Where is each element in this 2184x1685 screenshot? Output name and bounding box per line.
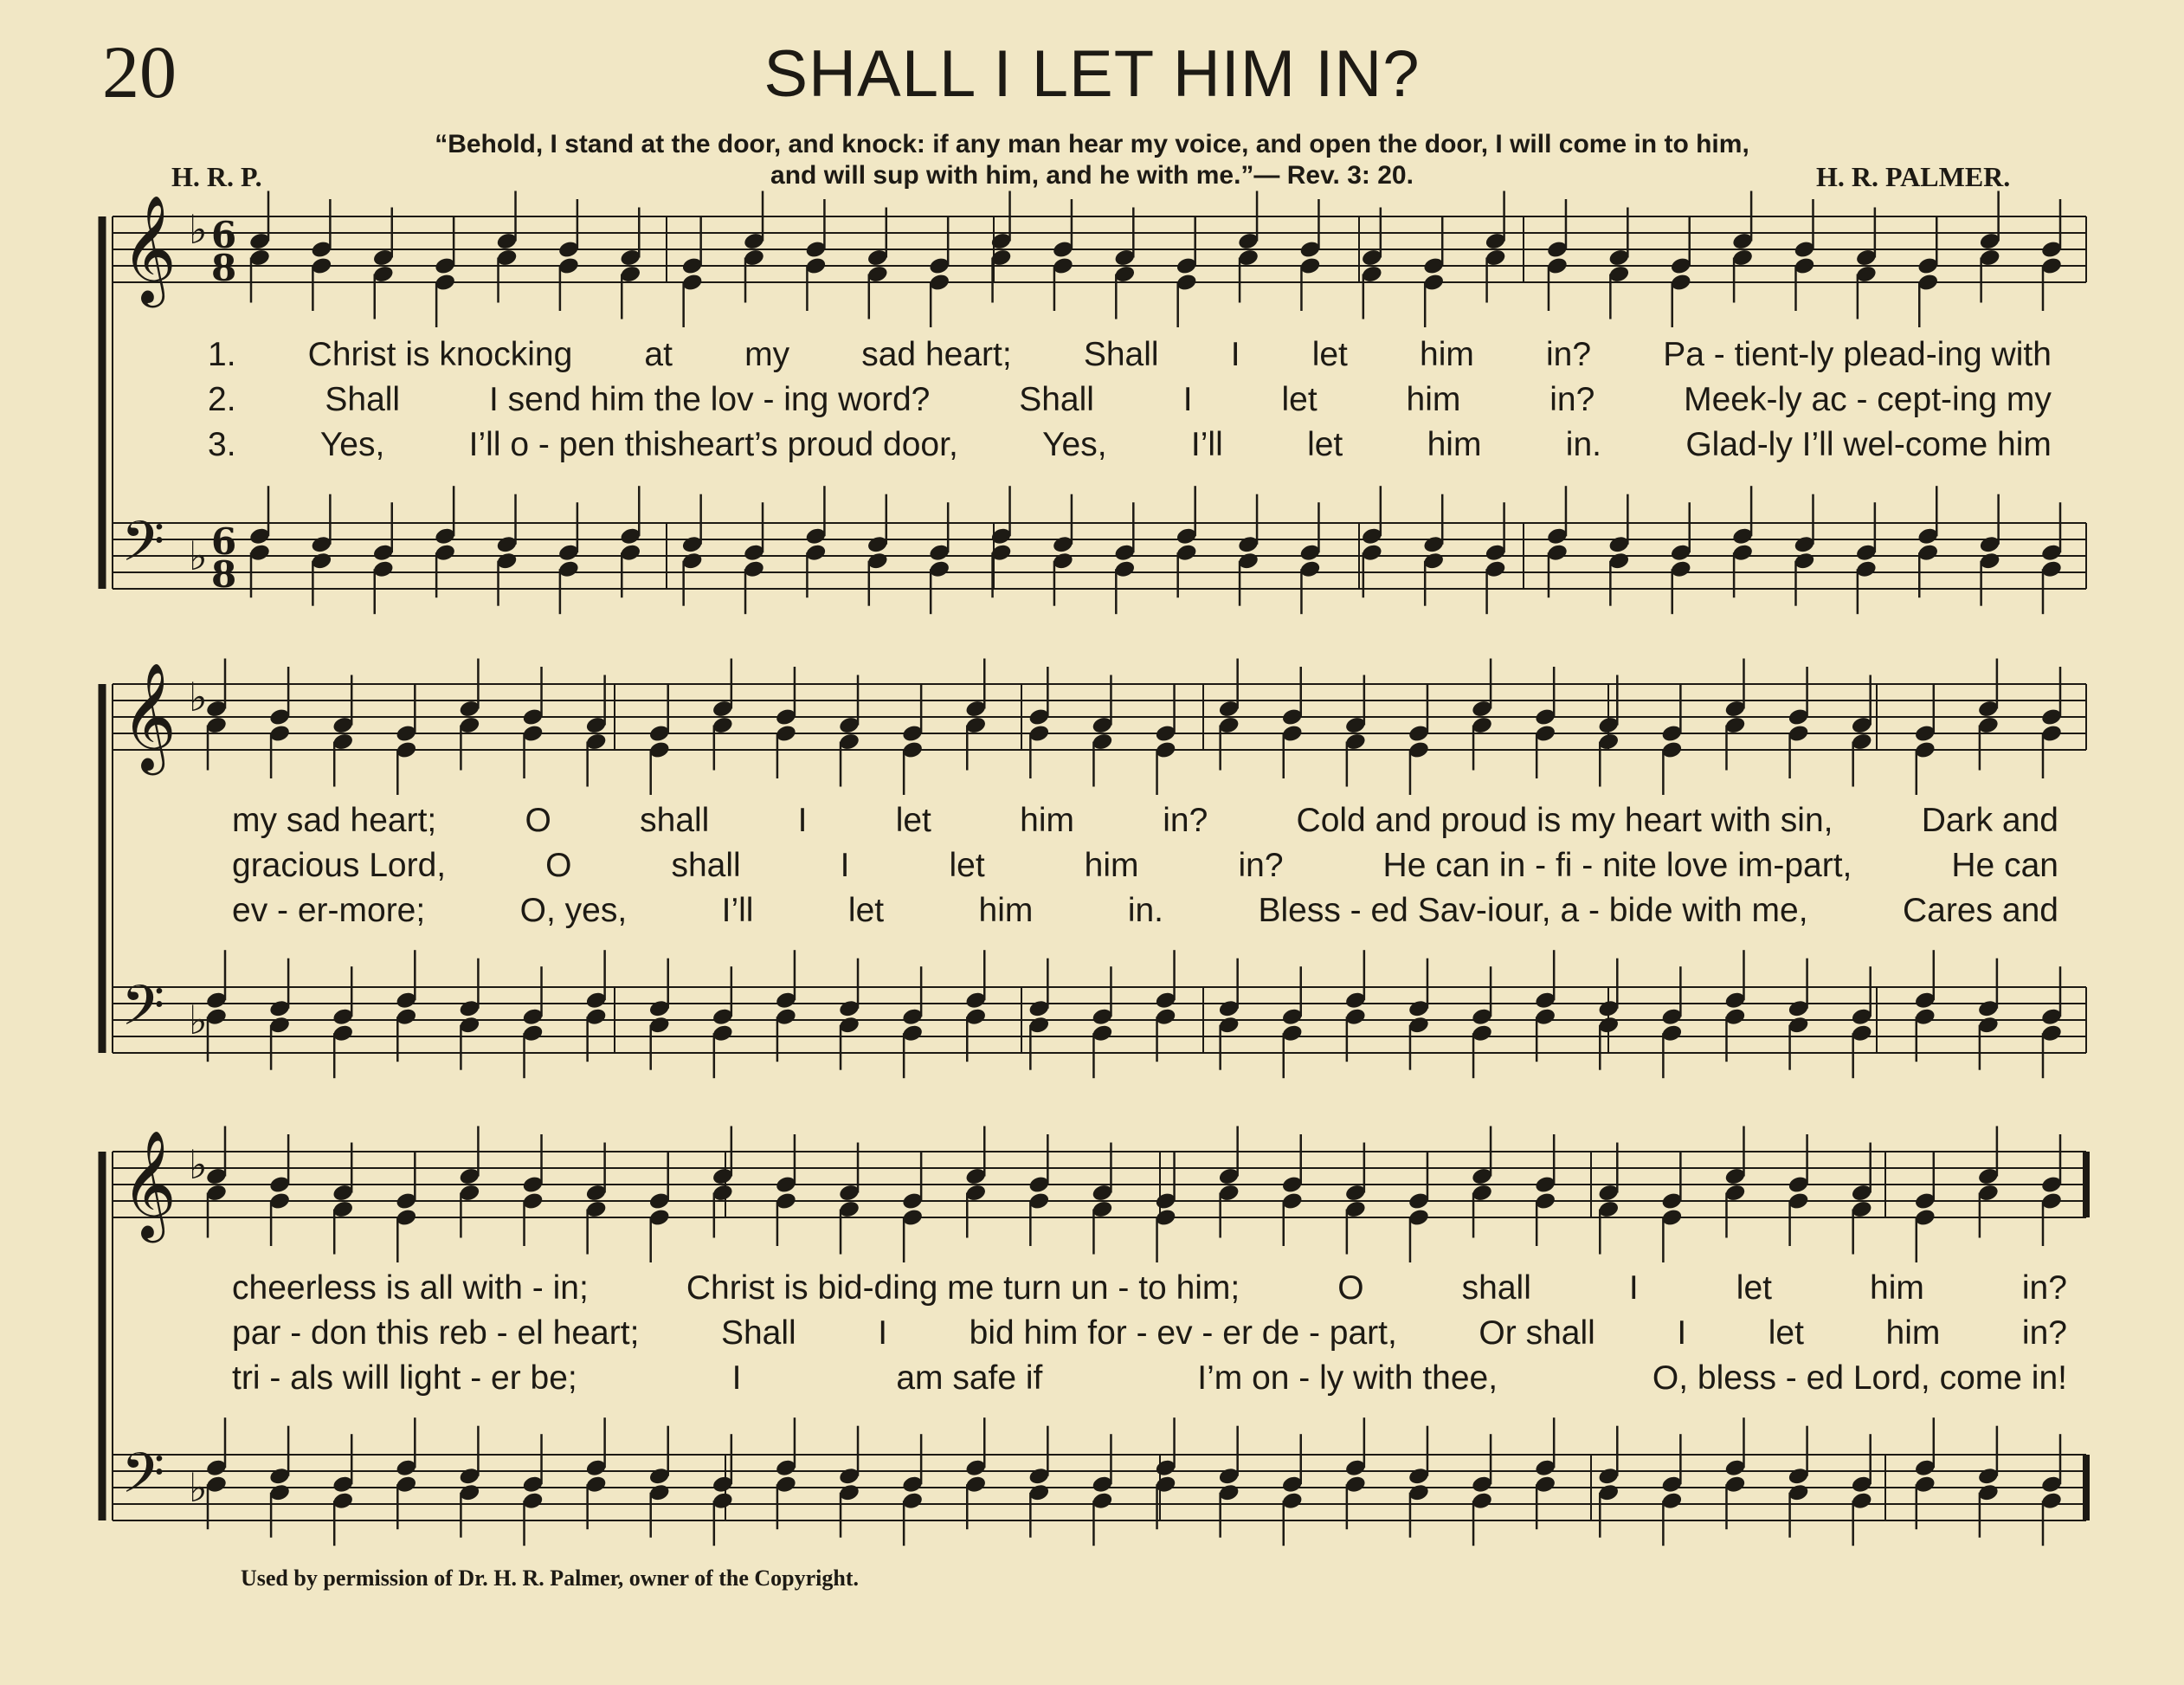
key-flat-icon: ♭ [189,996,208,1043]
treble-clef-icon: 𝄞 [121,195,177,303]
lyric-word: Dark and [1921,802,2058,839]
lyric-word: in. [1565,426,1601,463]
lyric-word: him [1420,336,1474,373]
lyric-line [232,1316,2067,1350]
lyric-word: I [1628,1269,1639,1307]
lyric-word: let [1311,336,1348,373]
lyric-line [208,383,2052,416]
lyric-line [208,428,2052,462]
lyric-word: in? [2021,1269,2067,1307]
time-signature-bottom: 8 [211,247,237,289]
lyric-word: let [1281,381,1317,418]
permission-note: Used by permission of Dr. H. R. Palmer, owner of the Copyright. [241,1566,860,1591]
lyric-word: Bless - ed Sav-iour, a - bide with me, [1258,892,1808,929]
epigraph-line-1: “Behold, I stand at the door, and knock: if any man hear my voice, and open the door, I will come in to him, [435,130,1749,158]
verse-number: 2. [208,381,236,418]
lyric-word: let [1307,426,1343,463]
lyric-word: in? [1238,847,1284,884]
lyric-word: I [1677,1314,1687,1352]
time-signature-top: 6 [211,520,237,563]
lyric-word: let [895,802,931,839]
lyric-word: at [644,336,673,373]
lyric-word: He can [1951,847,2058,884]
lyric-word: let [847,892,885,929]
lyric-word: Pa - tient-ly plead-ing with [1663,336,2052,373]
lyric-word: sad heart; [861,336,1012,373]
lyric-word: O, bless - ed Lord, come in! [1652,1359,2067,1397]
lyric-word: I’ll [1190,426,1223,463]
lyric-word: I’ll o - pen thisheart’s proud door, [468,426,958,463]
verse-number: 1. [208,336,236,373]
lyric-word: I [878,1314,888,1352]
lyric-word: I send him the lov - ing word? [488,381,931,418]
lyric-word: I [1230,336,1240,373]
key-flat-icon: ♭ [189,532,208,579]
lyric-word: let [1768,1314,1804,1352]
key-flat-icon: ♭ [189,674,208,721]
lyric-word: Yes, [1042,426,1107,463]
lyric-word: him [978,892,1034,929]
lyric-word: Shall [1019,381,1094,418]
key-flat-icon: ♭ [189,206,208,254]
lyric-line [232,1271,2067,1305]
lyric-word: O [525,802,551,839]
lyric-word: let [949,847,985,884]
bass-clef-icon: 𝄢 [121,1442,165,1520]
words-credit: H. R. P. [171,161,262,192]
lyric-word: Or shall [1479,1314,1595,1352]
verse-number: 3. [208,426,236,463]
lyric-word: Shall [325,381,401,418]
lyric-word: Shall [1083,336,1159,373]
lyric-word: O [545,847,572,884]
lyric-word: I [797,802,808,839]
lyric-word: He can in - fi - nite love im-part, [1382,847,1852,884]
lyric-word: Shall [720,1314,796,1352]
time-signature-top: 6 [211,214,237,256]
time-signature-bottom: 8 [211,553,237,596]
lyric-line [232,894,2058,927]
lyric-word: my sad heart; [232,802,437,839]
lyric-word: Glad-ly I’ll wel-come him [1685,426,2052,463]
lyric-word: I’m on - ly with thee, [1197,1359,1498,1397]
lyric-word: Yes, [319,426,385,463]
lyric-word: shall [671,847,741,884]
lyric-word: par - don this reb - el heart; [232,1314,640,1352]
lyric-word: my [744,336,790,373]
lyric-word: him [1406,381,1461,418]
lyric-word: Christ is knocking [307,336,573,373]
lyric-line [208,338,2052,371]
lyric-word: cheerless is all with - in; [232,1269,589,1307]
lyric-word: O [1337,1269,1364,1307]
lyric-word: gracious Lord, [232,847,447,884]
lyric-word: him [1885,1314,1941,1352]
lyric-line [232,804,2058,837]
lyric-word: in? [2021,1314,2067,1352]
page-number: 20 [102,30,177,113]
lyric-word: bid him for - ev - er de - part, [969,1314,1397,1352]
lyric-word: Cares and [1903,892,2058,929]
epigraph-line-2: and will sup with him, and he with me.”— Rev. 3: 20. [770,161,1414,190]
lyric-word: Christ is bid-ding me turn un - to him; [686,1269,1240,1307]
lyric-word: him [1084,847,1139,884]
key-flat-icon: ♭ [189,1141,208,1189]
lyric-word: in? [1549,381,1595,418]
lyric-word: I [1182,381,1193,418]
lyric-word: shall [640,802,710,839]
key-flat-icon: ♭ [189,1463,208,1511]
lyric-word: I [840,847,850,884]
lyric-word: I [731,1359,742,1397]
treble-clef-icon: 𝄞 [121,1130,177,1238]
lyric-word: him [1427,426,1482,463]
lyric-word: ev - er-more; [232,892,426,929]
lyric-word: am safe if [896,1359,1043,1397]
bass-clef-icon: 𝄢 [121,974,165,1052]
lyric-word: in. [1127,892,1164,929]
lyric-word: shall [1461,1269,1531,1307]
lyric-word: him [1870,1269,1924,1307]
lyric-word: tri - als will light - er be; [232,1359,577,1397]
lyric-word: in? [1546,336,1592,373]
lyric-word: O, yes, [519,892,628,929]
lyric-word: Meek-ly ac - cept-ing my [1684,381,2052,418]
lyric-word: Cold and proud is my heart with sin, [1296,802,1833,839]
lyric-word: let [1736,1269,1772,1307]
bass-clef-icon: 𝄢 [121,510,165,588]
lyric-word: I’ll [721,892,754,929]
treble-clef-icon: 𝄞 [121,662,177,771]
lyric-word: in? [1163,802,1208,839]
lyric-word: him [1020,802,1074,839]
lyric-line [232,1361,2067,1395]
music-credit: H. R. PALMER. [1816,161,2011,192]
lyric-line [232,849,2058,882]
hymn-title: SHALL I LET HIM IN? [763,37,1421,111]
